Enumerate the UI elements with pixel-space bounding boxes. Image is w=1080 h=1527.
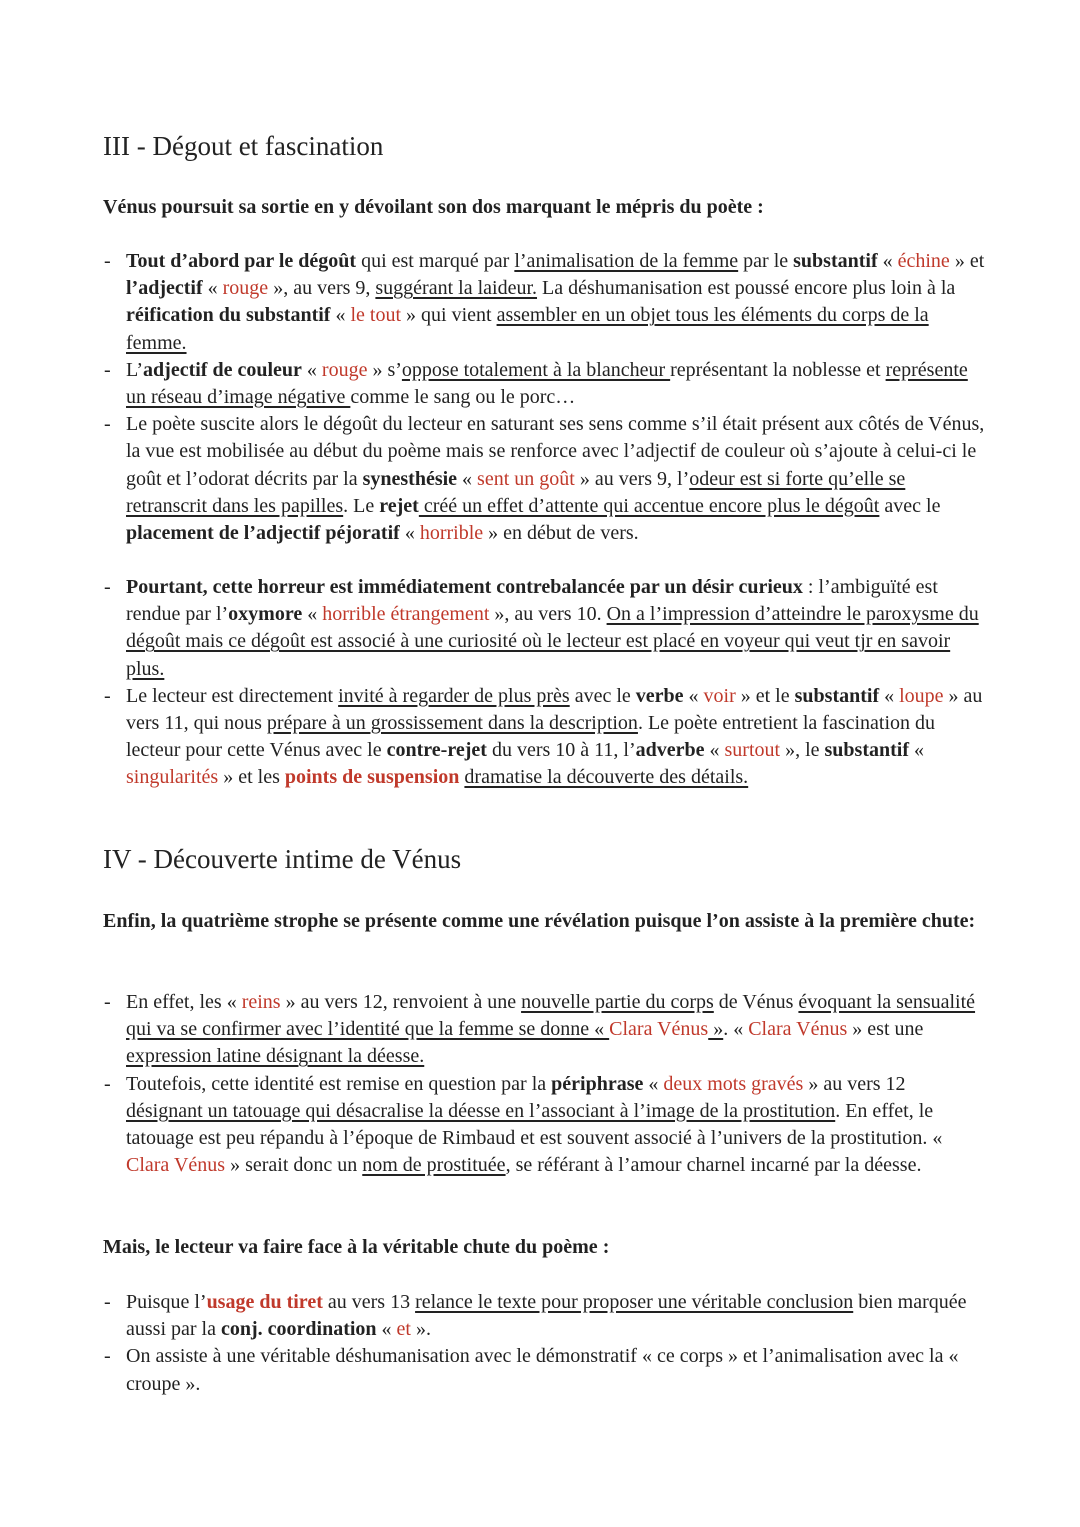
text-run: » et les <box>218 766 285 789</box>
text-run: ». <box>410 1318 431 1341</box>
text-run: créé un effet d’attente qui accentue encore plus le dégoût <box>418 494 880 517</box>
text-run: singularités <box>126 766 219 789</box>
text-run: » et le <box>735 684 795 707</box>
text-run: » au vers 9, l’ <box>574 467 690 490</box>
text-run: dramatise la découverte des détails. <box>464 766 749 789</box>
text-run: usage du tiret <box>206 1291 323 1313</box>
text-run: substantif <box>794 684 880 707</box>
text-run: horrible <box>419 522 484 545</box>
text-run: échine <box>897 250 950 272</box>
text-run: contre-rejet <box>386 739 487 762</box>
text-run: . Le poète entretient la fascination du lecteur pour cette Vénus avec le <box>126 712 936 762</box>
text-run: conj. coordination <box>220 1318 377 1341</box>
text-run: assembler en un objet tous les éléments du corps de la femme. <box>126 304 929 354</box>
text-run: nom de prostituée <box>362 1154 506 1177</box>
bullet-list <box>0 989 986 1179</box>
text-run: représente un réseau d’image négative <box>126 358 968 409</box>
bullet-item <box>0 411 986 547</box>
text-run: l’adjectif <box>126 277 203 300</box>
text-run: oxymore <box>228 603 303 626</box>
text-run: synesthésie <box>362 467 458 490</box>
text-run: » <box>708 1018 724 1041</box>
text-run: points de suspension <box>284 766 460 789</box>
text-run: l’animalisation de la femme <box>514 250 739 272</box>
text-run: Pourtant, cette horreur est immédiatement contrebalancée par un désir curieux <box>126 576 803 598</box>
text-run: . Le <box>343 494 380 517</box>
text-run: » et <box>949 250 985 272</box>
text-run: rouge <box>222 277 269 300</box>
bullet-item <box>0 989 986 1071</box>
text-run: « <box>683 684 704 707</box>
text-run: Le poète suscite alors le dégoût du lecteur en saturant ses sens comme s’il était présent aux côtés de Vénus, la vue est mobilisée au début du poème mais se renforce avec l’adjectif de couleur où s’ajoute à celui-ci le goût et l’odorat décrits par la <box>126 413 985 490</box>
text-run: Puisque l’ <box>126 1291 207 1313</box>
text-run: rouge <box>321 358 368 381</box>
text-run: au vers 13 <box>322 1291 416 1313</box>
text-run: adjectif de couleur <box>143 358 302 381</box>
text-run: comme le sang ou le porc… <box>350 386 576 409</box>
bullet-item <box>0 248 986 357</box>
text-run: substantif <box>824 739 909 762</box>
text-run: de Vénus <box>713 991 799 1013</box>
text-run: qui est marqué par <box>356 250 515 272</box>
text-run: , se référant à l’amour charnel incarné par la déesse. <box>505 1154 922 1177</box>
text-run: « <box>643 1072 664 1095</box>
text-run: représentant la noblesse et <box>670 358 886 381</box>
text-run: loupe <box>899 684 944 707</box>
text-run: L’ <box>126 358 144 381</box>
text-run: par le <box>738 250 794 272</box>
text-run: substantif <box>793 250 878 272</box>
text-run: invité à regarder de plus près <box>338 684 570 707</box>
bullet-item <box>0 1343 986 1397</box>
bullet-item <box>0 1289 986 1343</box>
section-intro: Vénus poursuit sa sortie en y dévoilant son dos marquant le mépris du poète : <box>103 196 764 218</box>
section-heading: III - Dégout et fascination <box>103 131 384 161</box>
text-run: » en début de vers. <box>483 522 639 545</box>
text-run: « <box>302 603 323 626</box>
text-run: nouvelle partie du corps <box>521 991 714 1013</box>
bullet-item <box>0 683 986 792</box>
text-run: et <box>396 1318 411 1341</box>
text-run: » au vers 12, renvoient à une <box>280 991 522 1013</box>
text-run: le tout <box>350 304 402 327</box>
text-run: En effet, les « <box>126 991 242 1013</box>
bullet-list <box>0 248 986 547</box>
text-run: bien marquée aussi par la <box>126 1291 967 1341</box>
text-run: Clara Vénus <box>126 1154 226 1177</box>
section-heading: IV - Découverte intime de Vénus <box>103 844 462 874</box>
text-run: » serait donc un <box>225 1154 363 1177</box>
text-run: périphrase <box>551 1072 644 1095</box>
text-run: verbe <box>635 684 684 707</box>
bullet-list <box>0 1289 986 1398</box>
text-run: relance le texte pour proposer une véritable conclusion <box>415 1291 854 1313</box>
text-run: placement de l’adjectif péjoratif <box>126 522 400 545</box>
text-run: voir <box>703 684 736 707</box>
text-run: évoquant la sensualité qui va se confirmer avec l’identité que la femme se donne « <box>126 991 976 1041</box>
text-run: « <box>457 467 478 490</box>
text-run: avec le <box>879 494 941 517</box>
text-run: « <box>330 304 351 327</box>
text-run: » au vers 12 <box>803 1072 906 1095</box>
text-run: « <box>879 684 900 707</box>
text-run: » s’ <box>367 358 402 381</box>
section-intro: Mais, le lecteur va faire face à la véritable chute du poème : <box>103 1236 610 1258</box>
text-run: sent un goût <box>477 467 575 490</box>
text-run: du vers 10 à 11, l’ <box>486 739 636 762</box>
text-run: « <box>376 1318 397 1341</box>
text-run: Clara Vénus <box>609 1018 709 1041</box>
text-run: prépare à un grossissement dans la description <box>266 712 638 735</box>
text-run: horrible étrangement <box>322 603 490 626</box>
text-run: adverbe <box>635 739 705 762</box>
text-run: Le lecteur est directement <box>126 684 339 707</box>
text-run: deux mots gravés <box>663 1072 804 1095</box>
text-run: « <box>704 739 725 762</box>
text-run: Tout d’abord par le dégoût <box>126 250 357 272</box>
text-run: », au vers 10. <box>489 603 607 626</box>
text-run: Toutefois, cette identité est remise en question par la <box>126 1072 552 1095</box>
text-run: On a l’impression d’atteindre le paroxysme du dégoût mais ce dégoût est associé à une curiosité où le lecteur est placé en voyeur qui veut tjr en savoir plus. <box>126 603 979 680</box>
section-intro: Enfin, la quatrième strophe se présente comme une révélation puisque l’on assiste à la première chute: <box>103 910 976 932</box>
text-run: désignant un tatouage qui désacralise la déesse en l’associant à l’image de la prostitution <box>126 1099 836 1122</box>
bullet-item <box>0 357 986 411</box>
text-run: « <box>908 739 924 762</box>
text-run: rejet <box>379 494 419 517</box>
text-run: reins <box>241 991 281 1013</box>
text-run: . « <box>723 1018 749 1041</box>
text-run: « <box>877 250 898 272</box>
text-run: », au vers 9, <box>268 277 376 300</box>
bullet-item <box>0 574 986 683</box>
text-run: oppose totalement à la blancheur <box>401 358 671 381</box>
bullet-list <box>0 574 986 792</box>
text-run: surtout <box>724 739 781 762</box>
text-run: « <box>399 522 420 545</box>
text-run: » est une <box>847 1018 924 1041</box>
text-run: : l’ambiguïté est rendue par l’ <box>126 576 938 626</box>
text-run: », le <box>780 739 825 762</box>
text-run: expression latine désignant la déesse. <box>126 1045 425 1068</box>
text-run: avec le <box>569 684 636 707</box>
text-run: » au vers 11, qui nous <box>126 684 983 735</box>
text-run: . En effet, le tatouage est peu répandu à l’époque de Rimbaud et est souvent associé à l’univers de la prostitution. « <box>126 1099 943 1150</box>
text-run: odeur est si forte qu’elle se retranscrit dans les papilles <box>126 467 906 517</box>
text-run: réification du substantif <box>126 304 331 327</box>
text-run: » qui vient <box>401 304 497 327</box>
text-run: « <box>202 277 223 300</box>
text-run: La déshumanisation est poussé encore plus loin à la <box>537 277 956 300</box>
text-run: On assiste à une véritable déshumanisation avec le démonstratif « ce corps » et l’animalisation avec la « croupe ». <box>126 1345 959 1395</box>
text-run: suggérant la laideur. <box>375 277 538 300</box>
text-run: « <box>301 358 322 381</box>
text-run: Clara Vénus <box>748 1018 848 1041</box>
bullet-item <box>0 1071 986 1180</box>
